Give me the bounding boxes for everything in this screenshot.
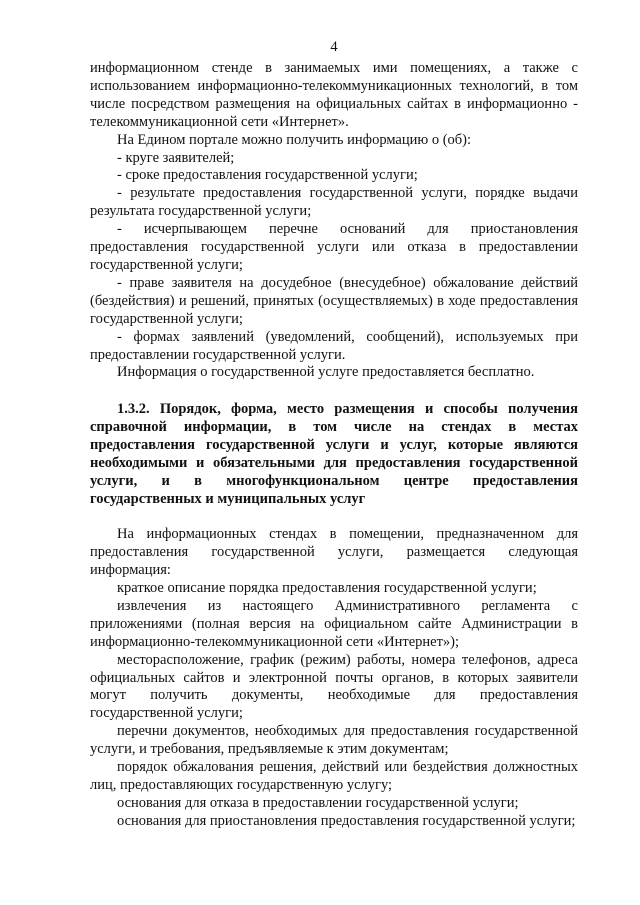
list-item: краткое описание порядка предоставления государственной услуги; bbox=[117, 580, 537, 597]
list-item: порядок обжалования решения, действий или бездействия должностных лиц, предоставляющих государственную услугу; bbox=[90, 759, 578, 793]
list-item: - исчерпывающем перечне оснований для приостановления предоставления государственной услуги или отказа в предоставлении государственной услуги; bbox=[90, 221, 578, 273]
list-item: - результате предоставления государственной услуги, порядке выдачи результата государственной услуги; bbox=[90, 185, 578, 220]
top-section bbox=[90, 60, 578, 382]
list-item: извлечения из настоящего Административного регламента с приложениями (полная версия на официальном сайте Администрации в информационно-телекоммуникационной сети «Интернет»); bbox=[90, 597, 578, 650]
paragraph: информационном стенде в занимаемых ими помещениях, а также с использованием информационно-телекоммуникационных технологий, в том числе посредством размещения на официальных сайтах в информационно - телекоммуникационной сети «Интернет». bbox=[90, 60, 578, 130]
paragraph: На Едином портале можно получить информацию о (об): bbox=[117, 131, 472, 148]
section-heading: 1.3.2. Порядок, форма, место размещения и способы получения справочной информации, в том числе на стендах в местах предоставления государственной услуги и услуг, которые являются необходимыми и обязательными для предоставления государственной услуги, и в многофункциональном центре предоставления государственных и муниципальных услуг bbox=[90, 401, 578, 508]
document-page bbox=[90, 38, 578, 831]
list-item: - праве заявителя на досудебное (внесудебное) обжалование действий (бездействия) и решений, принятых (осуществляемых) в ходе предоставления государственной услуги; bbox=[90, 274, 578, 327]
bottom-section bbox=[90, 526, 578, 830]
page-number: 4 bbox=[330, 39, 338, 55]
list-item: основания для приостановления предоставления государственной услуги; bbox=[117, 812, 576, 829]
list-item: основания для отказа в предоставлении государственной услуги; bbox=[117, 794, 519, 811]
list-item: - круге заявителей; bbox=[117, 149, 235, 166]
paragraph: На информационных стендах в помещении, предназначенном для предоставления государственной услуги, размещается следующая информация: bbox=[90, 526, 578, 579]
paragraph: Информация о государственной услуге предоставляется бесплатно. bbox=[117, 364, 535, 381]
list-item: месторасположение, график (режим) работы, номера телефонов, адреса официальных сайтов и электронной почты органов, в которых заявители могут получить документы, необходимые для предоставления государственной услуги; bbox=[90, 651, 578, 722]
list-item: перечни документов, необходимых для предоставления государственной услуги, и требования, предъявляемые к этим документам; bbox=[90, 723, 578, 758]
list-item: - сроке предоставления государственной услуги; bbox=[117, 167, 418, 184]
list-item: - формах заявлений (уведомлений, сообщений), используемых при предоставлении государственной услуги. bbox=[90, 328, 578, 363]
